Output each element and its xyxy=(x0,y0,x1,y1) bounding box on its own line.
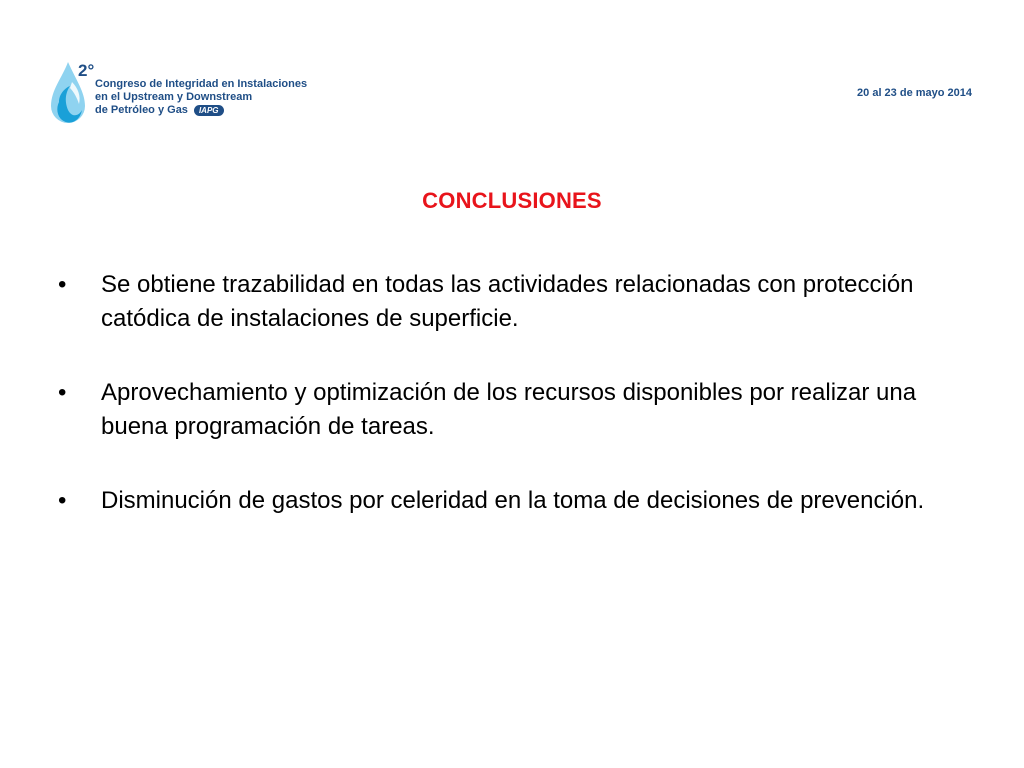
bullet-icon: • xyxy=(58,487,67,514)
bullet-icon: • xyxy=(58,271,67,298)
slide-header xyxy=(0,0,1024,140)
congress-name xyxy=(95,78,307,117)
congress-name-line-1: Congreso de Integridad en Instalaciones xyxy=(95,78,308,90)
event-date: 20 al 23 de mayo 2014 xyxy=(857,87,972,99)
slide-title: CONCLUSIONES xyxy=(422,188,602,213)
congress-name-line-3: de Petróleo y Gas IAPG xyxy=(95,104,307,117)
bullet-text: Se obtiene trazabilidad en todas las actividades relacionadas con protección catódica de instalaciones de superficie. xyxy=(101,271,914,332)
list-item xyxy=(58,376,958,444)
congress-edition-number: 2° xyxy=(78,61,95,80)
list-item xyxy=(58,268,958,336)
iapg-badge: IAPG xyxy=(194,105,224,116)
conclusions-list xyxy=(58,268,958,558)
bullet-icon: • xyxy=(58,379,67,406)
bullet-text: Aprovechamiento y optimización de los recursos disponibles por realizar una buena programación de tareas. xyxy=(101,379,917,440)
bullet-text: Disminución de gastos por celeridad en la toma de decisiones de prevención. xyxy=(101,487,925,514)
congress-logo xyxy=(48,58,338,130)
congress-name-line-2: en el Upstream y Downstream xyxy=(95,91,253,103)
list-item xyxy=(58,484,958,518)
